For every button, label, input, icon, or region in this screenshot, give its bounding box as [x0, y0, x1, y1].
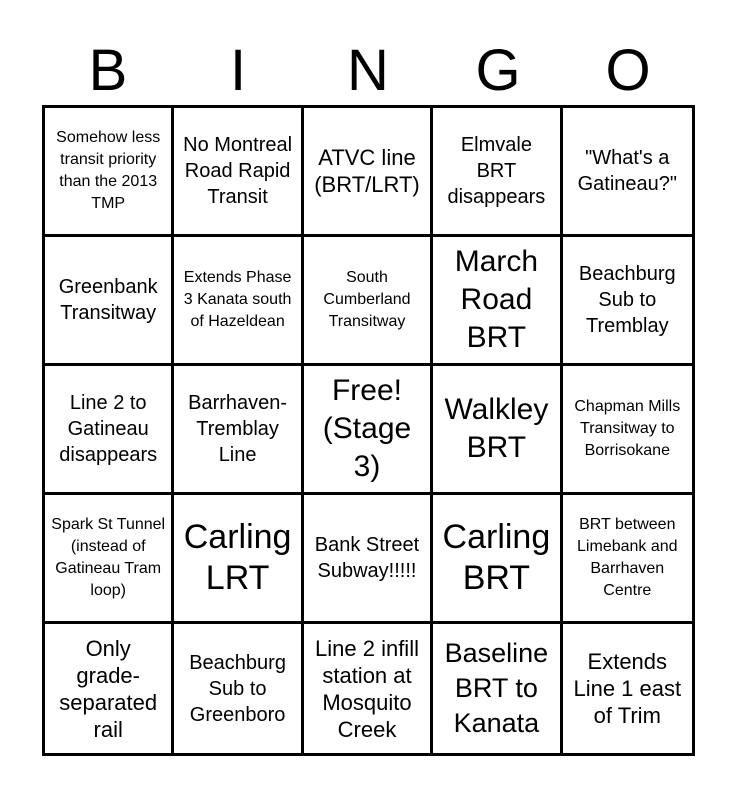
bingo-cell-r3-c3-free-space[interactable]	[304, 366, 433, 495]
cell-text: Greenbank Transitway	[58, 276, 158, 324]
bingo-cell-r2-c2[interactable]	[174, 237, 303, 366]
cell-text: Bank Street Subway!!!!!	[314, 534, 420, 582]
bingo-cell-r4-c3[interactable]	[304, 495, 433, 624]
cell-text: ATVC line (BRT/LRT)	[314, 145, 420, 197]
bingo-cell-r1-c5[interactable]	[563, 108, 692, 237]
bingo-cell-r2-c1[interactable]	[45, 237, 174, 366]
header-letter-b: B	[88, 38, 128, 103]
cell-text: Extends Phase 3 Kanata south of Hazeldean	[183, 269, 292, 330]
cell-text: Only grade-separated rail	[59, 635, 158, 742]
cell-text: Chapman Mills Transitway to Borrisokane	[574, 398, 681, 459]
bingo-cell-r3-c4[interactable]	[433, 366, 562, 495]
bingo-header	[43, 38, 693, 104]
cell-text: March Road BRT	[454, 245, 539, 354]
bingo-cell-r2-c5[interactable]	[563, 237, 692, 366]
bingo-cell-r5-c5[interactable]	[563, 624, 692, 753]
bingo-cell-r4-c1[interactable]	[45, 495, 174, 624]
cell-text: Barrhaven-Tremblay Line	[188, 392, 288, 466]
bingo-board	[42, 105, 695, 756]
cell-text: Beachburg Sub to Tremblay	[578, 263, 676, 337]
bingo-cell-r1-c3[interactable]	[304, 108, 433, 237]
cell-text: Somehow less transit priority than the 2013 TMP	[56, 129, 161, 212]
header-letter-n: N	[347, 38, 389, 103]
cell-text: Beachburg Sub to Greenboro	[189, 651, 286, 726]
cell-text: Walkley BRT	[444, 393, 549, 464]
cell-text: Extends Line 1 east of Trim	[573, 649, 682, 728]
bingo-cell-r4-c4[interactable]	[433, 495, 562, 624]
cell-text: Line 2 to Gatineau disappears	[59, 392, 158, 466]
bingo-cell-r4-c5[interactable]	[563, 495, 692, 624]
cell-text: Baseline BRT to Kanata	[444, 638, 549, 738]
header-letter-g: G	[475, 38, 521, 103]
cell-text: Carling LRT	[183, 518, 292, 597]
bingo-cell-r3-c1[interactable]	[45, 366, 174, 495]
header-letter-i: I	[229, 38, 247, 103]
bingo-cell-r3-c2[interactable]	[174, 366, 303, 495]
cell-text: BRT between Limebank and Barrhaven Centre	[577, 516, 678, 599]
cell-text: "What's a Gatineau?"	[577, 147, 677, 195]
cell-text: Free! (Stage 3)	[322, 374, 412, 483]
bingo-cell-r1-c2[interactable]	[174, 108, 303, 237]
bingo-cell-r5-c2[interactable]	[174, 624, 303, 753]
bingo-cell-r4-c2[interactable]	[174, 495, 303, 624]
bingo-cell-r5-c1[interactable]	[45, 624, 174, 753]
bingo-cell-r2-c3[interactable]	[304, 237, 433, 366]
bingo-cell-r2-c4[interactable]	[433, 237, 562, 366]
bingo-cell-r5-c3[interactable]	[304, 624, 433, 753]
cell-text: No Montreal Road Rapid Transit	[183, 134, 293, 208]
header-letter-o: O	[605, 38, 651, 103]
cell-text: Carling BRT	[442, 518, 551, 597]
bingo-cell-r1-c4[interactable]	[433, 108, 562, 237]
cell-text: Spark St Tunnel (instead of Gatineau Tram loop)	[51, 516, 166, 599]
cell-text: South Cumberland Transitway	[323, 269, 411, 330]
cell-text: Line 2 infill station at Mosquito Creek	[315, 635, 419, 742]
bingo-cell-r3-c5[interactable]	[563, 366, 692, 495]
bingo-cell-r1-c1[interactable]	[45, 108, 174, 237]
bingo-cell-r5-c4[interactable]	[433, 624, 562, 753]
cell-text: Elmvale BRT disappears	[447, 134, 546, 208]
